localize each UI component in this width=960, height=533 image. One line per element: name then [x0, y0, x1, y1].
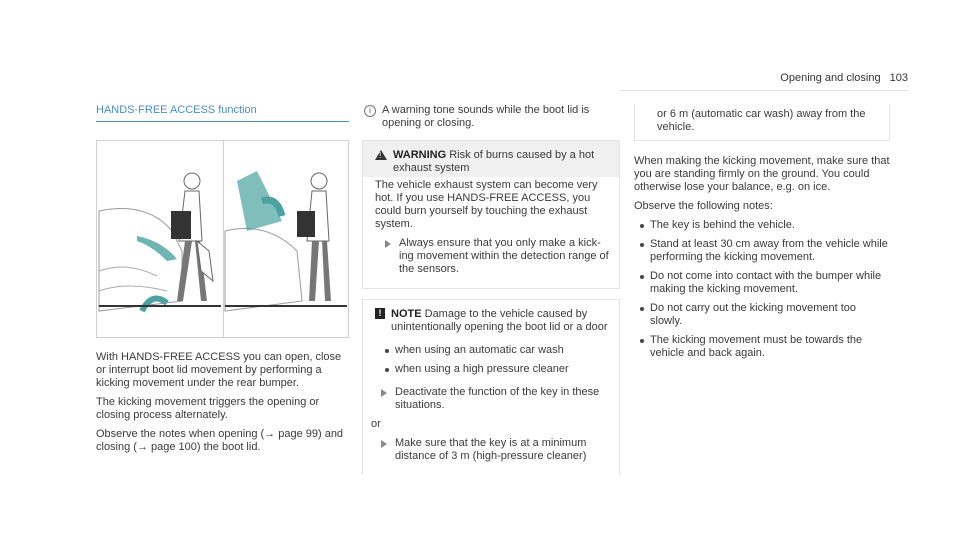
column-middle — [362, 104, 620, 475]
list-item: Stand at least 30 cm away from the vehicle while performing the kicking movement. — [640, 238, 890, 264]
illustration-kick-sensor — [96, 140, 349, 338]
list-item: The kicking movement must be towards the vehicle and back again. — [640, 334, 890, 360]
header-rule — [620, 90, 908, 91]
paragraph-intro: With HANDS-FREE ACCESS you can open, close or interrupt boot lid movement by performing a kicking movement under the rear bumper. — [96, 351, 342, 389]
notice-box — [362, 299, 620, 336]
paragraph-firm-stance: When making the kicking movement, make sure that you are standing firmly on the ground. You could otherwise lose your balance, e.g. on ice. — [634, 155, 890, 193]
notice-head: Damage to the vehicle caused by unintentionally opening the boot lid or a door — [391, 308, 608, 333]
list-item: The key is behind the vehicle. — [640, 219, 890, 232]
info-icon: i — [364, 105, 376, 117]
notice-step-1: Deactivate the function of the key in these situations. — [381, 386, 611, 412]
notice-or: or — [371, 418, 381, 430]
notice-icon: ! — [375, 308, 385, 319]
warning-icon: ! — [375, 150, 387, 160]
paragraph-observe-notes: Observe the following notes: — [634, 200, 773, 212]
page-header — [780, 72, 908, 85]
list-item: when using a high pressure cleaner — [385, 363, 611, 376]
section-title: HANDS-FREE ACCESS function — [96, 104, 349, 122]
notice-label: NOTE — [391, 308, 422, 320]
column-left — [96, 104, 349, 460]
section-name: Opening and closing — [780, 72, 881, 84]
list-item: when using an automatic car wash — [385, 344, 611, 357]
paragraph-observe: Observe the notes when opening (→ page 99) and closing (→ page 100) the boot lid. — [96, 428, 344, 453]
list-item: Do not come into contact with the bumper while making the kicking movement. — [640, 270, 890, 296]
illustration-divider — [223, 141, 224, 337]
warning-body: The vehicle exhaust system can become very hot. If you use HANDS-FREE ACCESS, you could burn yourself by touching the exhaust system. — [375, 179, 598, 230]
warning-head: Risk of burns caused by a hot exhaust system — [393, 149, 595, 174]
notice-continuation: or 6 m (automatic car wash) away from the vehicle. — [634, 104, 890, 141]
step-arrow-icon — [381, 440, 387, 448]
step-arrow-icon — [385, 240, 391, 248]
info-text: A warning tone sounds while the boot lid is opening or closing. — [382, 104, 590, 129]
warning-box — [362, 140, 620, 289]
paragraph-trigger: The kicking movement triggers the opening or closing process alternately. — [96, 396, 320, 421]
info-note — [364, 104, 620, 130]
page-number: 103 — [889, 72, 908, 84]
notice-step-2: Make sure that the key is at a minimum distance of 3 m (high-pressure cleaner) — [381, 437, 611, 463]
column-right — [634, 104, 890, 360]
step-arrow-icon — [381, 389, 387, 397]
list-item: Do not carry out the kicking movement too slowly. — [640, 302, 890, 328]
notice-body — [362, 336, 620, 475]
warning-label: WARNING — [393, 149, 447, 161]
warning-step: Always ensure that you only make a kick-ing movement within the detection range of the sensors. — [385, 237, 611, 276]
